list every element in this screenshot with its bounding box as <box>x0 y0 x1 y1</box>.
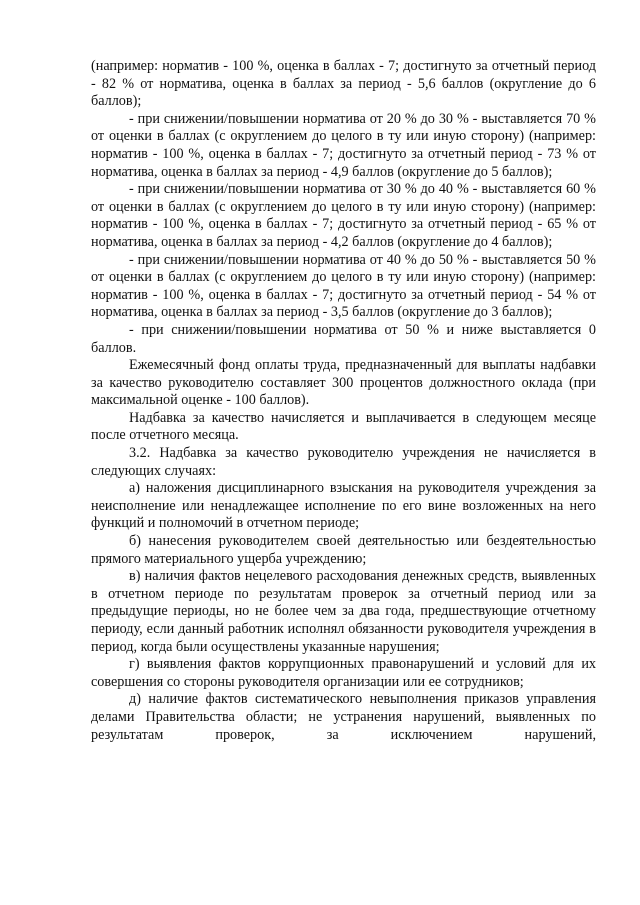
paragraph-payment-timing: Надбавка за качество начисляется и выплачивается в следующем месяце после отчетного месяца. <box>91 409 596 444</box>
paragraph-example-1: (например: норматив - 100 %, оценка в баллах - 7; достигнуто за отчетный период - 82 % от норматива, оценка в баллах за период - 5,6 баллов (округление до 6 баллов); <box>91 58 596 110</box>
list-item-d: д) наличие фактов систематического невыполнения приказов управления делами Правительства области; не устранения нарушений, выявленных по результатам проверок, за исключением нарушений, <box>91 691 596 743</box>
paragraph-rule-40-50: - при снижении/повышении норматива от 40 % до 50 % - выставляется 50 % от оценки в баллах (с округлением до целого в ту или иную сторону) (например: норматив - 100 %, оценка в баллах - 7; достигнуто за отчетный период - 54 % от норматива, оценка в баллах за период - 3,5 баллов (округление до 3 баллов); <box>91 251 596 321</box>
list-item-v: в) наличия фактов нецелевого расходования денежных средств, выявленных в отчетном периоде по результатам проверок за отчетный период или за предыдущие периоды, но не более чем за два года, предшествующие отчетному периоду, если данный работник исполнял обязанности руководителя учреждения в период, когда были осуществлены указанные нарушения; <box>91 568 596 655</box>
paragraph-monthly-fund: Ежемесячный фонд оплаты труда, предназначенный для выплаты надбавки за качество руководителю составляет 300 процентов должностного оклада (при максимальной оценке - 100 баллов). <box>91 357 596 409</box>
paragraph-section-3-2: 3.2. Надбавка за качество руководителю учреждения не начисляется в следующих случаях: <box>91 445 596 479</box>
paragraph-rule-30-40: - при снижении/повышении норматива от 30 % до 40 % - выставляется 60 % от оценки в баллах (с округлением до целого в ту или иную сторону) (например: норматив - 100 %, оценка в баллах - 7; достигнуто за отчетный период - 65 % от норматива, оценка в баллах за период - 4,2 баллов (округление до 4 баллов); <box>91 181 596 250</box>
paragraph-rule-50-below: - при снижении/повышении норматива от 50 % и ниже выставляется 0 баллов. <box>91 321 596 356</box>
list-item-b: б) нанесения руководителем своей деятельностью или бездеятельностью прямого материального ущерба учреждению; <box>91 533 596 567</box>
list-item-g: г) выявления фактов коррупционных правонарушений и условий для их совершения со стороны руководителя организации или ее сотрудников; <box>91 656 596 690</box>
paragraph-rule-20-30: - при снижении/повышении норматива от 20 % до 30 % - выставляется 70 % от оценки в баллах (с округлением до целого в ту или иную сторону) (например: норматив - 100 %, оценка в баллах - 7; достигнуто за отчетный период - 73 % от норматива, оценка в баллах за период - 4,9 баллов (округление до 5 баллов); <box>91 110 596 180</box>
list-item-a: а) наложения дисциплинарного взыскания на руководителя учреждения за неисполнение или ненадлежащее исполнение по его вине возложенных на него функций и полномочий в отчетном периоде; <box>91 480 596 532</box>
